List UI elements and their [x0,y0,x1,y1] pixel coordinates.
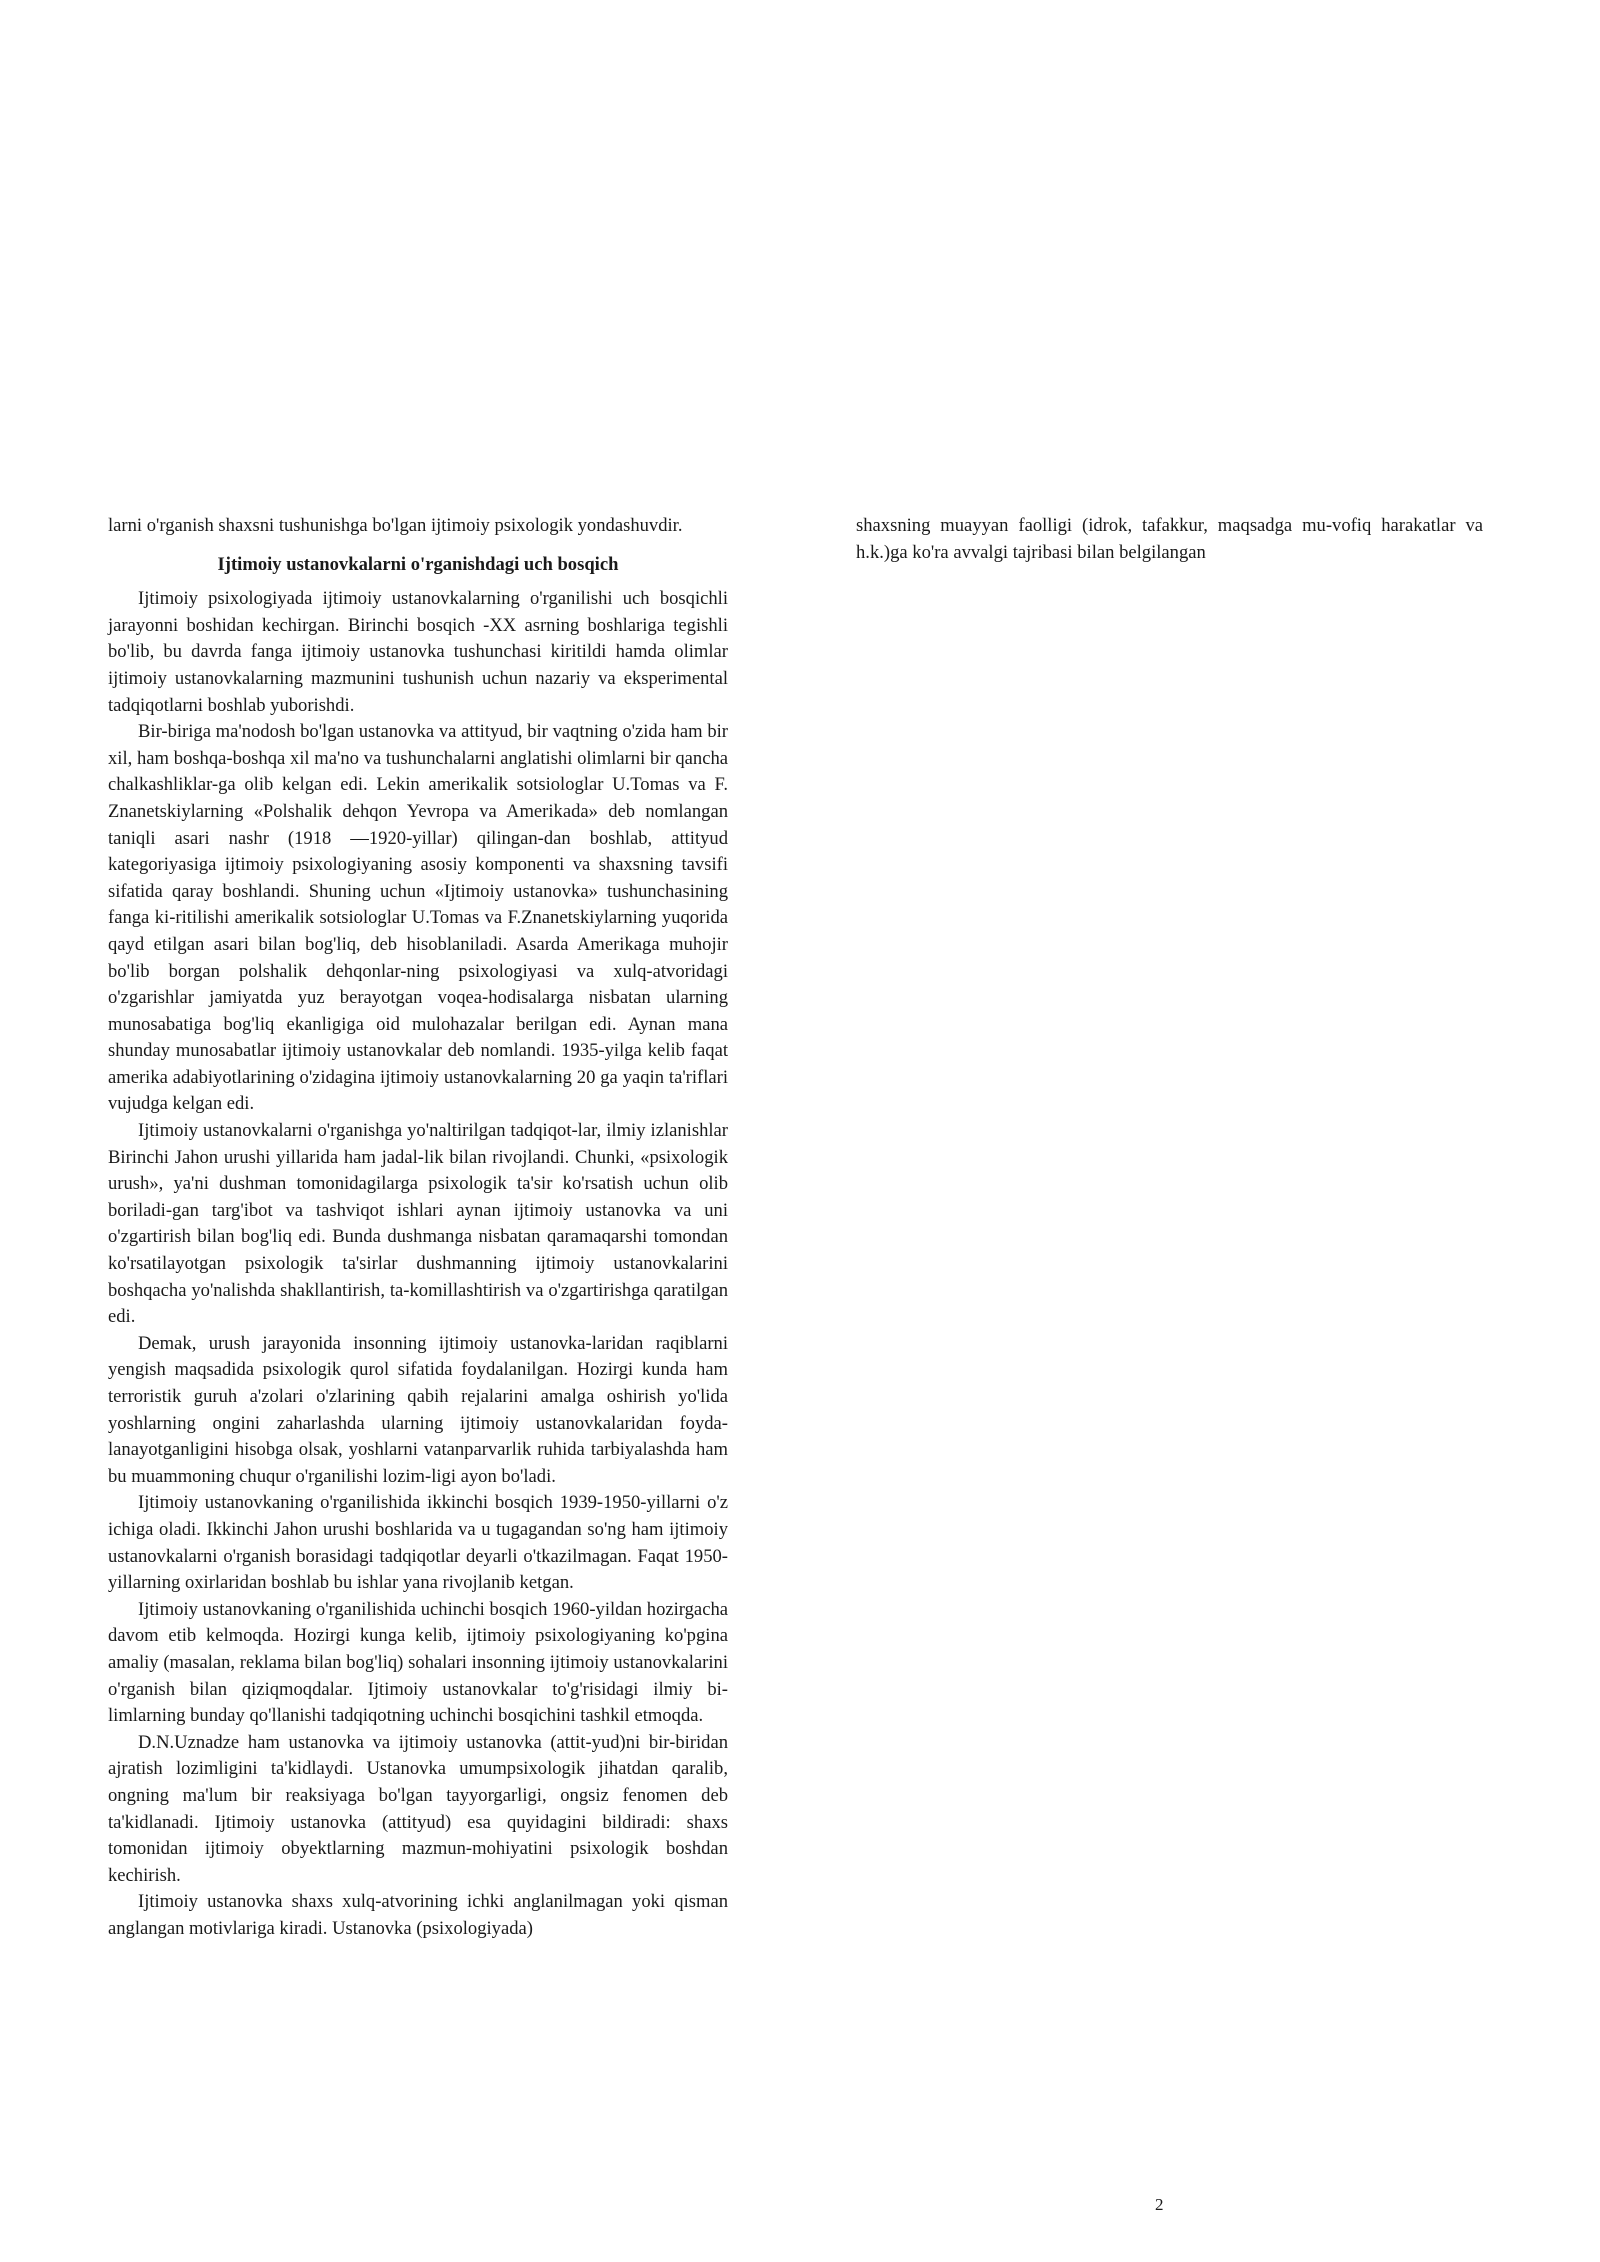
page-number: 2 [1155,2195,1164,2214]
body-paragraph: Bir-biriga ma'nodosh bo'lgan ustanovka va attityud, bir vaqtning o'zida ham bir xil, ham boshqa-boshqa xil ma'no va tushunchalarni anglatishi olimlarni bir qancha chalkashliklar-ga olib kelgan edi. Lekin amerikalik sotsiologlar U.Tomas va F. Znanetskiylarning «Polshalik dehqon Yevropa va Amerikada» deb nomlangan taniqli asari nashr (1918 —1920-yillar) qilingan-dan boshlab, attityud kategoriyasiga ijtimoiy psixologiyaning asosiy komponenti va shaxsning tavsifi sifatida qaray boshlandi. Shuning uchun «Ijtimoiy ustanovka» tushunchasining fanga ki-ritilishi amerikalik sotsiologlar U.Tomas va F.Znanetskiylarning yuqorida qayd etilgan asari bilan bog'liq, deb hisoblaniladi. Asarda Amerikaga muhojir bo'lib borgan polshalik dehqonlar-ning psixologiyasi va xulq-atvoridagi o'zgarishlar jamiyatda yuz berayotgan voqea-hodisalarga nisbatan ularning munosabatiga bog'liq ekanligiga oid mulohazalar berilgan edi. Aynan mana shunday munosabatlar ijtimoiy ustanovkalar deb nomlandi. 1935-yilga kelib faqat amerika adabiyotlarining o'zidagina ijtimoiy ustanovkalarning 20 ga yaqin ta'riflari vujudga kelgan edi. [108,721,728,1115]
body-paragraph: Ijtimoiy ustanovkaning o'rganilishida uchinchi bosqich 1960-yildan hozirgacha davom etib kelmoqda. Hozirgi kunga kelib, ijtimoiy psixologiyaning ko'pgina amaliy (masalan, reklama bilan bog'liq) sohalari insonning ijtimoiy ustanovkalarini o'rganish bilan qiziqmoqdalar. Ijtimoiy ustanovkalar to'g'risidagi ilmiy bi-limlarning bunday qo'llanishi tadqiqotning uchinchi bosqichini tashkil etmoqda. [108,1598,728,1727]
right-column [856,513,1483,566]
section-heading: Ijtimoiy ustanovkalarni o'rganishdagi uch bosqich [217,553,619,575]
continuation-paragraph: shaxsning muayyan faolligi (idrok, tafakkur, maqsadga mu-vofiq harakatlar va h.k.)ga ko'ra avvalgi tajribasi bilan belgilangan [856,515,1483,563]
body-paragraph: Ijtimoiy ustanovkalarni o'rganishga yo'naltirilgan tadqiqot-lar, ilmiy izlanishlar Birinchi Jahon urushi yillarida ham jadal-lik bilan rivojlandi. Chunki, «psixologik urush», ya'ni dushman tomonidagilarga psixologik ta'sir ko'rsatish uchun olib boriladi-gan targ'ibot va tashviqot ishlari aynan ijtimoiy ustanovka va uni o'zgartirish bilan bog'liq edi. Bunda dushmanga nisbatan qaramaqarshi tomondan ko'rsatilayotgan psixologik ta'sirlar dushmanning ijtimoiy ustanovkalarini boshqacha yo'nalishda shakllantirish, ta-komillashtirish va o'zgartirishga qaratilgan edi. [108,1120,728,1328]
body-paragraph: Ijtimoiy ustanovkaning o'rganilishida ikkinchi bosqich 1939-1950-yillarni o'z ichiga oladi. Ikkinchi Jahon urushi boshlarida va u tugagandan so'ng ham ijtimoiy ustanovkalarni o'rganish borasidagi tadqiqotlar deyarli o'tkazilmagan. Faqat 1950-yillarning oxirlaridan boshlab bu ishlar yana rivojlanib ketgan. [108,1492,728,1594]
left-column [108,513,728,1942]
body-paragraph: Demak, urush jarayonida insonning ijtimoiy ustanovka-laridan raqiblarni yengish maqsadida psixologik qurol sifatida foydalanilgan. Hozirgi kunda ham terroristik guruh a'zolari o'zlarining qabih rejalarini amalga oshirish yo'lida yoshlarning ongini zaharlashda ularning ijtimoiy ustanovkalaridan foyda-lanayotganligini hisobga olsak, yoshlarni vatanparvarlik ruhida tarbiyalashda ham bu muammoning chuqur o'rganilishi lozim-ligi ayon bo'ladi. [108,1332,728,1487]
body-paragraph: D.N.Uznadze ham ustanovka va ijtimoiy ustanovka (attit-yud)ni bir-biridan ajratish lozimligini ta'kidlaydi. Ustanovka umumpsixologik jihatdan qaralib, ongning ma'lum bir reaksiyaga bo'lgan tayyorgarligi, ongsiz fenomen deb ta'kidlanadi. Ijtimoiy ustanovka (attityud) esa quyidagini bildiradi: shaxs tomonidan ijtimoiy obyektlarning mazmun-mohiyatini psixologik boshdan kechirish. [108,1731,728,1886]
intro-paragraph: larni o'rganish shaxsni tushunishga bo'lgan ijtimoiy psixologik yondashuvdir. [108,515,683,536]
body-paragraph: Ijtimoiy ustanovka shaxs xulq-atvorining ichki anglanilmagan yoki qisman anglangan motivlariga kiradi. Ustanovka (psixologiyada) [108,1891,728,1939]
body-paragraph: Ijtimoiy psixologiyada ijtimoiy ustanovkalarning o'rganilishi uch bosqichli jarayonni boshidan kechirgan. Birinchi bosqich -XX asrning boshlariga tegishli bo'lib, bu davrda fanga ijtimoiy ustanovka tushunchasi kiritildi hamda olimlar ijtimoiy ustanovkalarning mazmunini tushunish uchun nazariy va eksperimental tadqiqotlarni boshlab yuborishdi. [108,588,728,716]
